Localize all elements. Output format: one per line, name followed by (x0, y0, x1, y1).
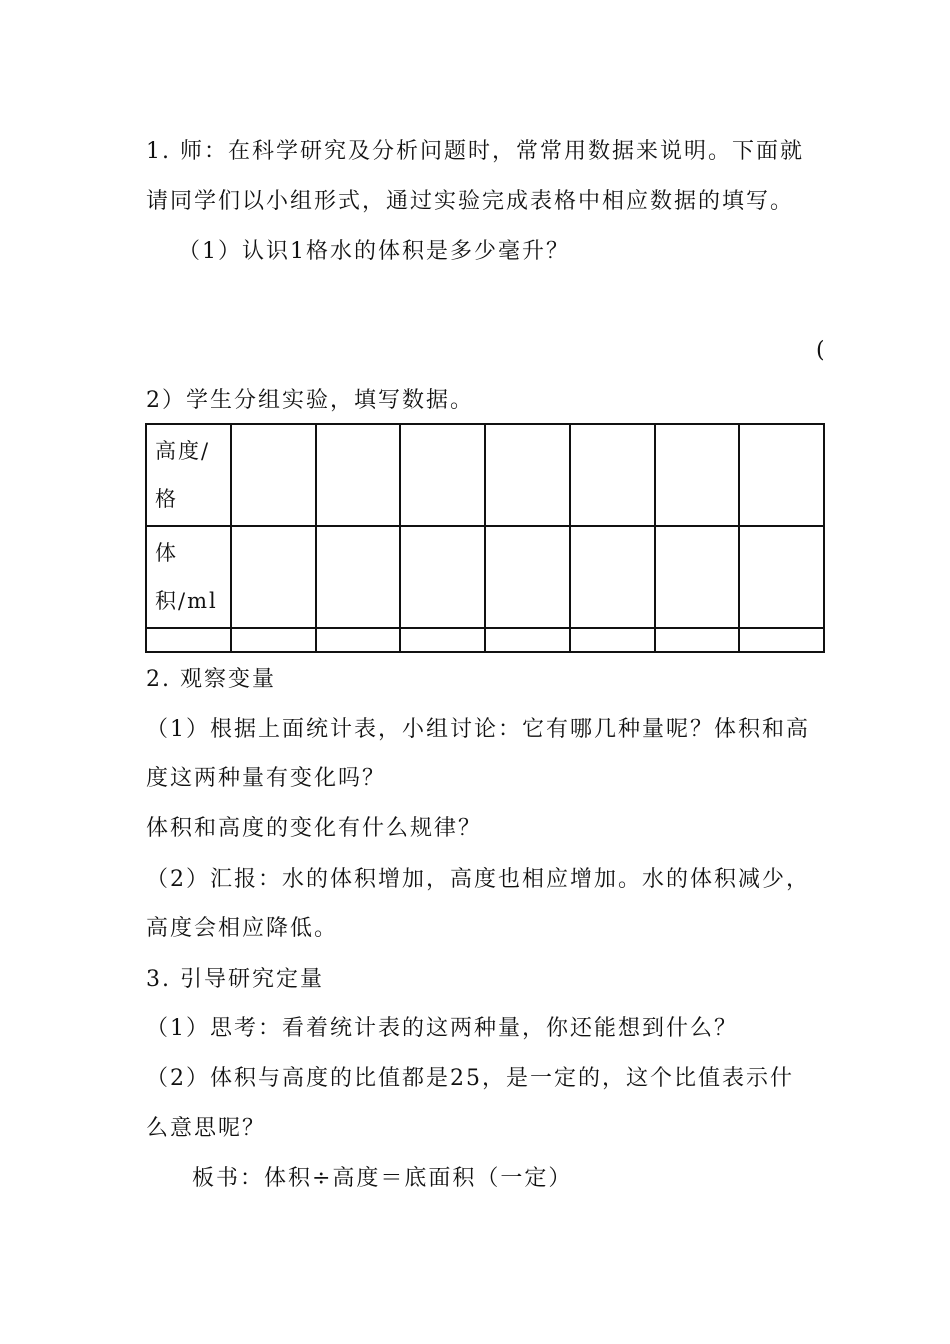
table-header-height (146, 424, 231, 526)
table-cell[interactable] (655, 424, 740, 526)
table-cell[interactable] (316, 526, 401, 628)
table-header-height-line1: 高度/ (155, 439, 211, 463)
table-cell[interactable] (570, 628, 655, 652)
section3-board: 板书：体积÷高度＝底面积（一定） (192, 1166, 573, 1191)
section3-title: 3. 引导研究定量 (146, 967, 324, 992)
table-cell[interactable] (400, 628, 485, 652)
section1-paren: ( (816, 338, 825, 363)
table-header-height-line2: 格 (155, 487, 178, 511)
table-cell[interactable] (739, 526, 824, 628)
section1-line2: 请同学们以小组形式，通过实验完成表格中相应数据的填写。 (146, 189, 795, 214)
section2-q2-line1: （2）汇报：水的体积增加，高度也相应增加。水的体积减少， (146, 867, 810, 892)
table-cell[interactable] (316, 628, 401, 652)
table-cell[interactable] (400, 424, 485, 526)
table-cell[interactable] (570, 526, 655, 628)
table-cell[interactable] (655, 526, 740, 628)
section2-q1-line2: 度这两种量有变化吗？ (146, 766, 387, 791)
table-row-empty (146, 628, 824, 652)
section3-q1: （1）思考：看着统计表的这两种量，你还能想到什么？ (146, 1016, 738, 1041)
table-cell[interactable] (485, 628, 570, 652)
table-header-volume-line2: 积/ml (155, 589, 218, 613)
table-cell[interactable] (485, 526, 570, 628)
table-cell[interactable] (146, 628, 231, 652)
table-row-height (146, 424, 824, 526)
section1-item1: （1）认识1格水的体积是多少毫升？ (178, 239, 570, 264)
table-cell[interactable] (739, 424, 824, 526)
table-cell[interactable] (231, 424, 316, 526)
table-cell[interactable] (485, 424, 570, 526)
section2-q1-line3: 体积和高度的变化有什么规律？ (146, 816, 483, 841)
section3-q2-line1: （2）体积与高度的比值都是25，是一定的，这个比值表示什 (146, 1066, 794, 1091)
table-cell[interactable] (231, 526, 316, 628)
table-cell[interactable] (655, 628, 740, 652)
table-header-volume (146, 526, 231, 628)
data-table (145, 423, 825, 653)
section3-q2-line2: 么意思呢？ (146, 1116, 267, 1141)
table-cell[interactable] (231, 628, 316, 652)
table-row-volume (146, 526, 824, 628)
table-cell[interactable] (316, 424, 401, 526)
table-header-volume-line1: 体 (155, 541, 178, 565)
section1-item2: 2）学生分组实验，填写数据。 (146, 388, 474, 413)
section2-q2-line2: 高度会相应降低。 (146, 916, 339, 941)
table-cell[interactable] (570, 424, 655, 526)
section1-line1: 1. 师：在科学研究及分析问题时，常常用数据来说明。下面就 (146, 139, 804, 164)
section2-title: 2. 观察变量 (146, 667, 276, 692)
section2-q1-line1: （1）根据上面统计表，小组讨论：它有哪几种量呢？体积和高 (146, 717, 810, 742)
table-cell[interactable] (400, 526, 485, 628)
table-cell[interactable] (739, 628, 824, 652)
